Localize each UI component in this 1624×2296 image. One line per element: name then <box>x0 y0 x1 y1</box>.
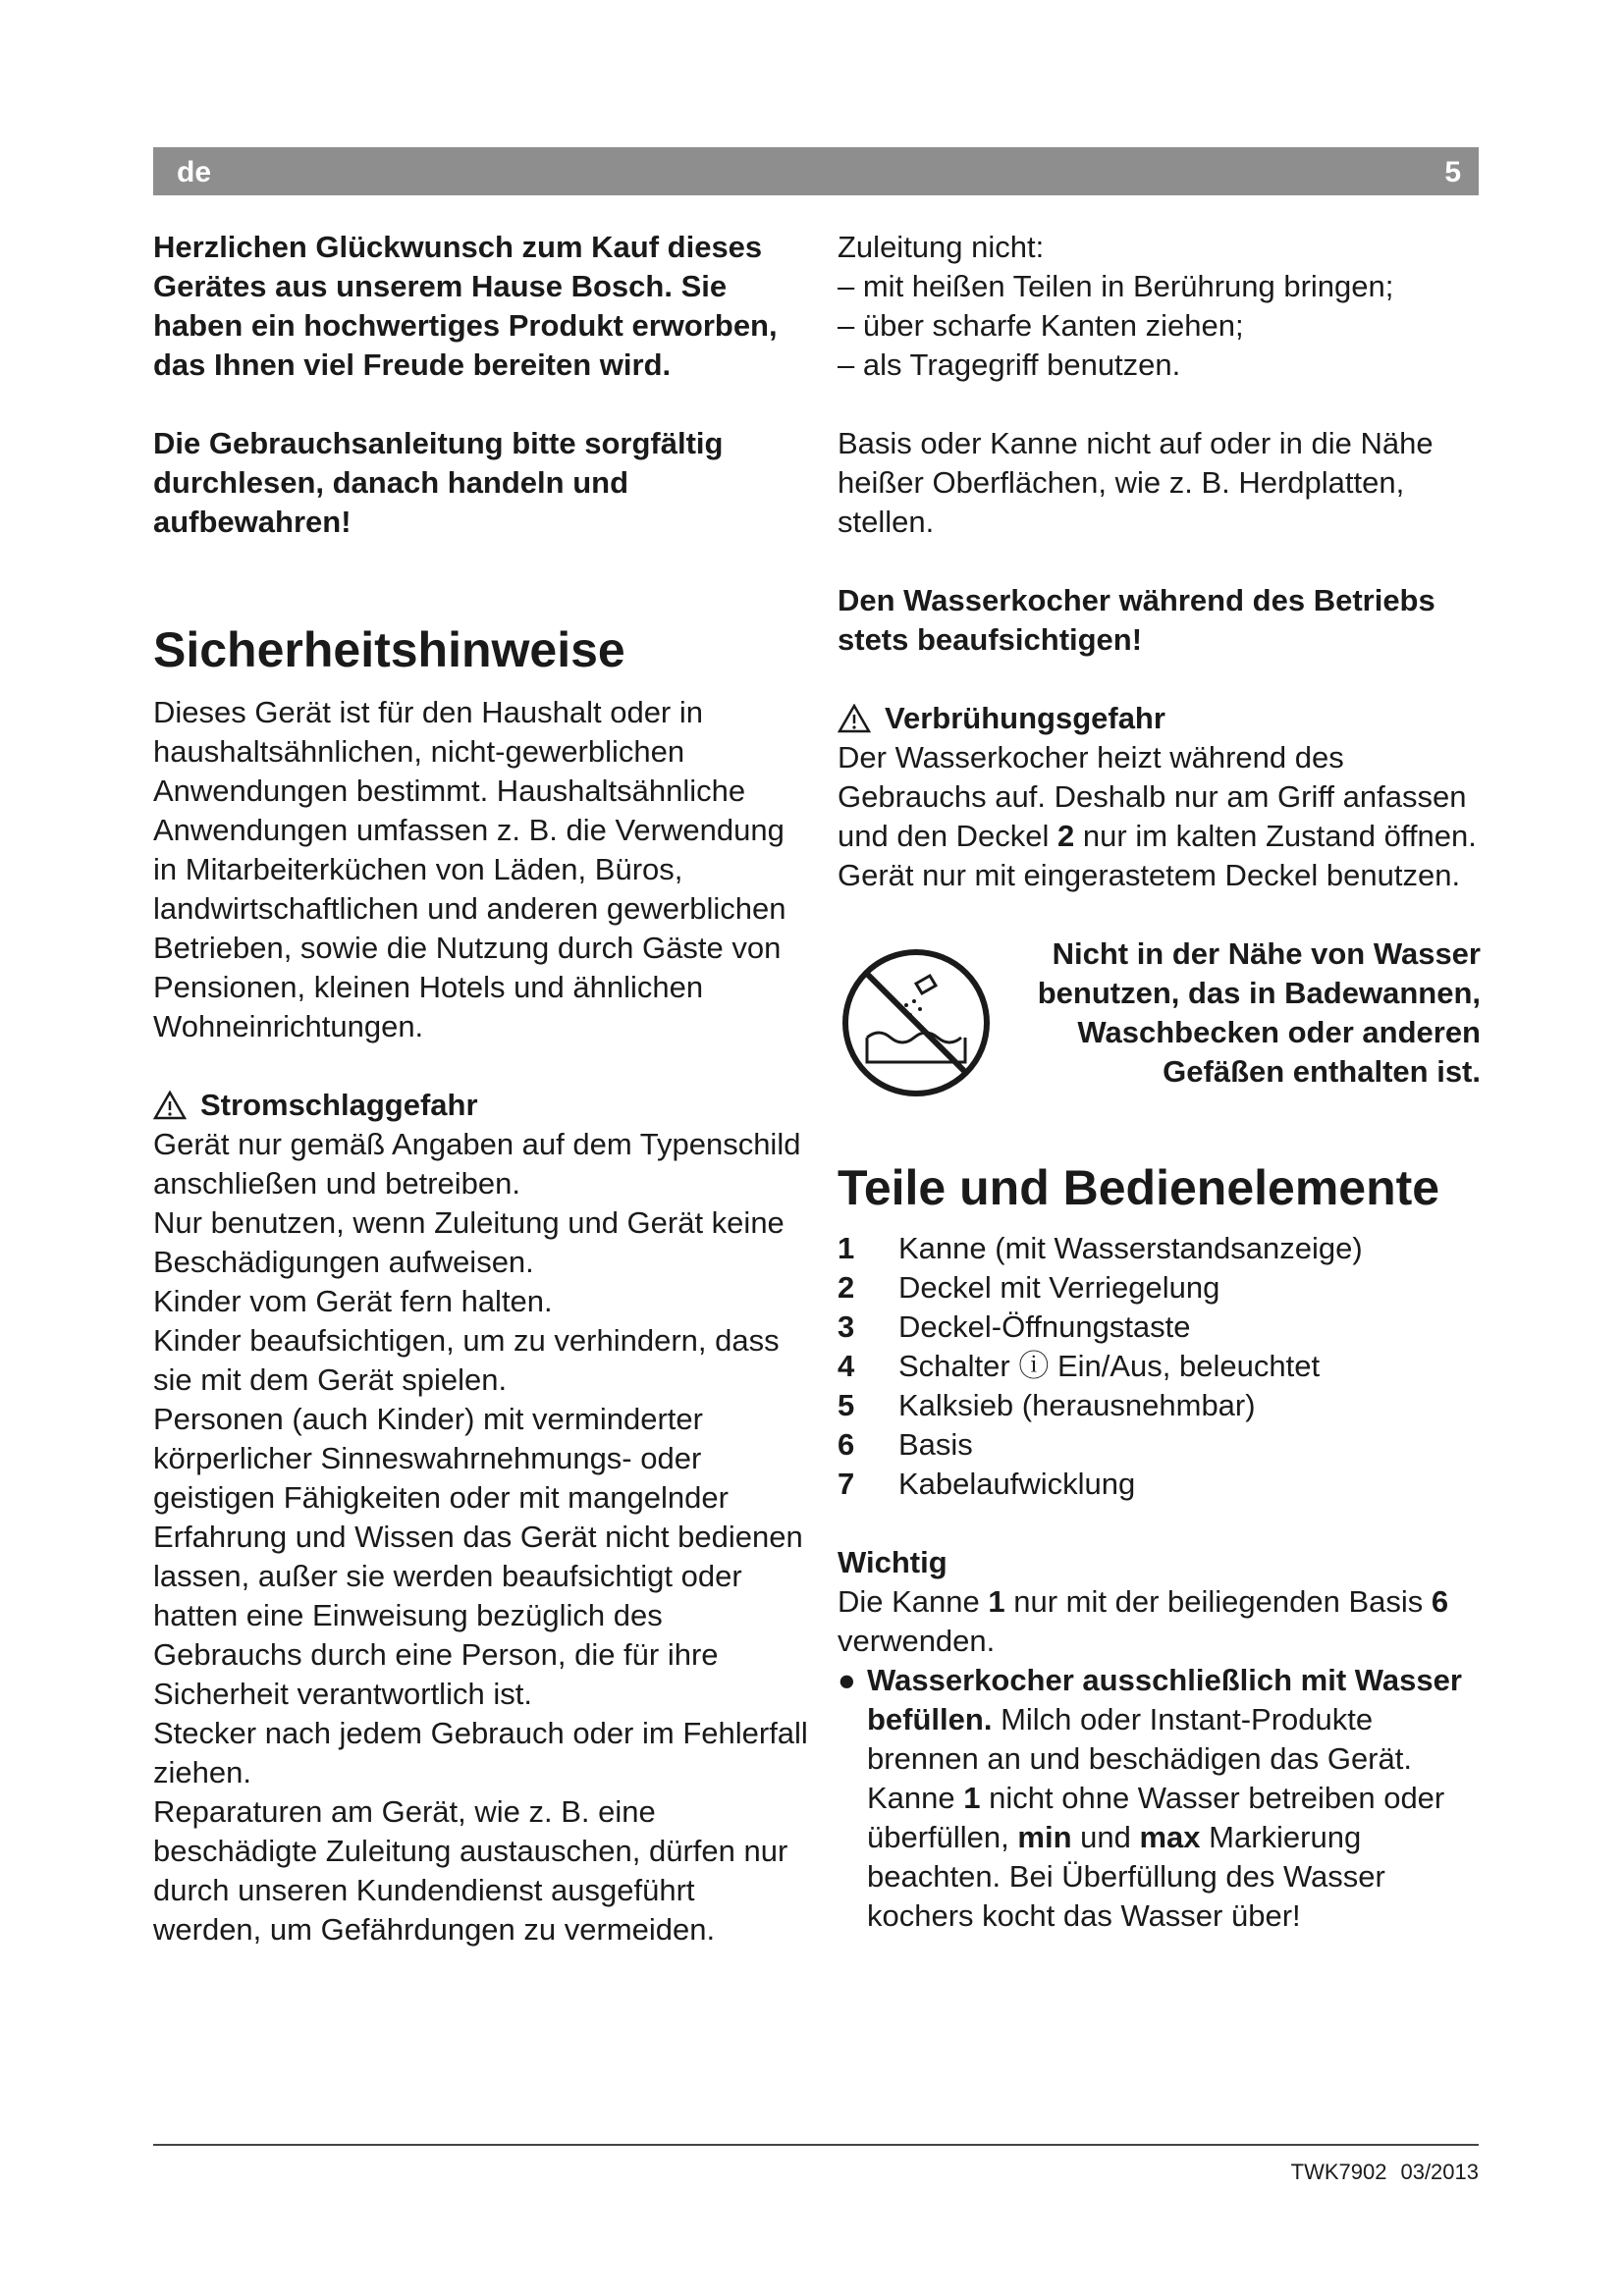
parts-list-item: 4 Schalter ⓘ Ein/Aus, beleuchtet <box>838 1349 1321 1383</box>
parts-list <box>838 1229 1486 1504</box>
print-date: 03/2013 <box>1400 2160 1479 2184</box>
shock-line: Gerät nur gemäß Angaben auf dem Typenschild anschließen und betreiben. <box>153 1127 801 1201</box>
bullet-dot: ● <box>838 1663 856 1697</box>
no-water-text: Nicht in der Nähe von Wasser benutzen, das in Badewannen, Waschbecken oder anderen Gefäßen enthalten ist. <box>1037 936 1481 1089</box>
shock-line: Personen (auch Kinder) mit verminderter körperlicher Sinneswahrnehmungs- oder geistigen Fähigkeiten oder mit mangelnder Erfahrung und Wissen das Gerät nicht bedienen lassen, außer sie werden beaufsichtigt oder hatten eine Einweisung bezüglich des Gebrauchs durch eine Person, die für ihre Sicherheit verantwortlich ist. <box>153 1402 803 1711</box>
parts-list-item: 3 Deckel-Öffnungstaste <box>838 1309 1191 1344</box>
scald-lid-text: Gerät nur mit eingerastetem Deckel benutzen. <box>838 858 1461 892</box>
heading-parts: Teile und Bedienelemente <box>838 1160 1440 1215</box>
cord-item: – als Tragegriff benutzen. <box>838 347 1181 382</box>
scald-warning-title <box>838 699 1486 738</box>
important-text: Die Kanne 1 nur mit der beiliegenden Basis 6 verwenden. <box>838 1584 1449 1658</box>
shock-line: Reparaturen am Gerät, wie z. B. eine beschädigte Zuleitung austauschen, dürfen nur durch unseren Kundendienst ausgeführt werden, um Gefährdungen zu vermeiden. <box>153 1794 788 1947</box>
cord-intro: Zuleitung nicht: <box>838 230 1045 264</box>
footer <box>1277 2160 1479 2185</box>
no-water-warning <box>838 934 1486 1101</box>
parts-list-item: 5 Kalksieb (herausnehmbar) <box>838 1388 1256 1422</box>
parts-list-item: 1 Kanne (mit Wasserstandsanzeige) <box>838 1231 1363 1265</box>
parts-list-item: 6 Basis <box>838 1427 973 1462</box>
scald-warning-label: Verbrühungsgefahr <box>885 701 1165 735</box>
warning-triangle-icon <box>838 704 871 733</box>
shock-line: Kinder vom Gerät fern halten. <box>153 1284 553 1318</box>
cord-item: – mit heißen Teilen in Berührung bringen; <box>838 269 1394 303</box>
safety-text: Dieses Gerät ist für den Haushalt oder in haushaltsähnlichen, nicht-gewerblichen Anwendungen bestimmt. Haushaltsähnliche Anwendungen umfassen z. B. die Verwendung in Mitarbeiterküchen von Läden, Büros, landwirtschaftlichen und anderen gewerblichen Betrieben, sowie die Nutzung durch Gäste von Pensionen, kleinen Hotels und ähnlichen Wohneinrichtungen. <box>153 695 786 1043</box>
scald-text: Der Wasserkocher heizt während des Gebrauchs auf. Deshalb nur am Griff anfassen und den Deckel 2 nur im kalten Zustand öffnen. <box>838 740 1477 853</box>
shock-line: Stecker nach jedem Gebrauch oder im Fehlerfall ziehen. <box>153 1716 808 1789</box>
fill-water-text: Wasserkocher ausschließlich mit Wasser befüllen. Milch oder Instant-Produkte brennen an und beschädigen das Gerät. Kanne 1 nicht ohne Wasser betreiben oder überfüllen, min und max Markierung beachten. Bei Überfüllung des Wasser kochers kocht das Wasser über! <box>867 1663 1462 1933</box>
model-number: TWK7902 <box>1290 2160 1387 2184</box>
warning-triangle-icon <box>153 1091 187 1120</box>
cord-item: – über scharfe Kanten ziehen; <box>838 308 1244 343</box>
language-code: de <box>177 156 212 188</box>
base-hot-surface-text: Basis oder Kanne nicht auf oder in die Nähe heißer Oberflächen, wie z. B. Herdplatten, stellen. <box>838 426 1434 539</box>
shock-line: Nur benutzen, wenn Zuleitung und Gerät keine Beschädigungen aufweisen. <box>153 1205 785 1279</box>
heading-safety: Sicherheitshinweise <box>153 622 625 677</box>
parts-list-item: 2 Deckel mit Verriegelung <box>838 1270 1220 1305</box>
intro-congratulations: Herzlichen Glückwunsch zum Kauf dieses Gerätes aus unserem Hause Bosch. Sie haben ein hochwertiges Produkt erworben, das Ihnen viel Freude bereiten wird. <box>153 230 778 382</box>
page-number: 5 <box>1444 156 1461 188</box>
left-column <box>153 228 811 1949</box>
shock-warning-label: Stromschlaggefahr <box>200 1088 478 1122</box>
fill-water-bullet <box>838 1661 1486 1936</box>
parts-list-item: 7 Kabelaufwicklung <box>838 1467 1136 1501</box>
right-column <box>838 228 1486 1936</box>
footer-divider <box>153 2144 1479 2146</box>
page-header-bar <box>153 147 1479 195</box>
supervise-warning: Den Wasserkocher während des Betriebs stets beaufsichtigen! <box>838 583 1435 657</box>
shock-warning-title <box>153 1086 811 1125</box>
intro-read-manual: Die Gebrauchsanleitung bitte sorgfältig durchlesen, danach handeln und aufbewahren! <box>153 426 724 539</box>
important-title: Wichtig <box>838 1545 947 1579</box>
shock-line: Kinder beaufsichtigen, um zu verhindern, dass sie mit dem Gerät spielen. <box>153 1323 780 1397</box>
